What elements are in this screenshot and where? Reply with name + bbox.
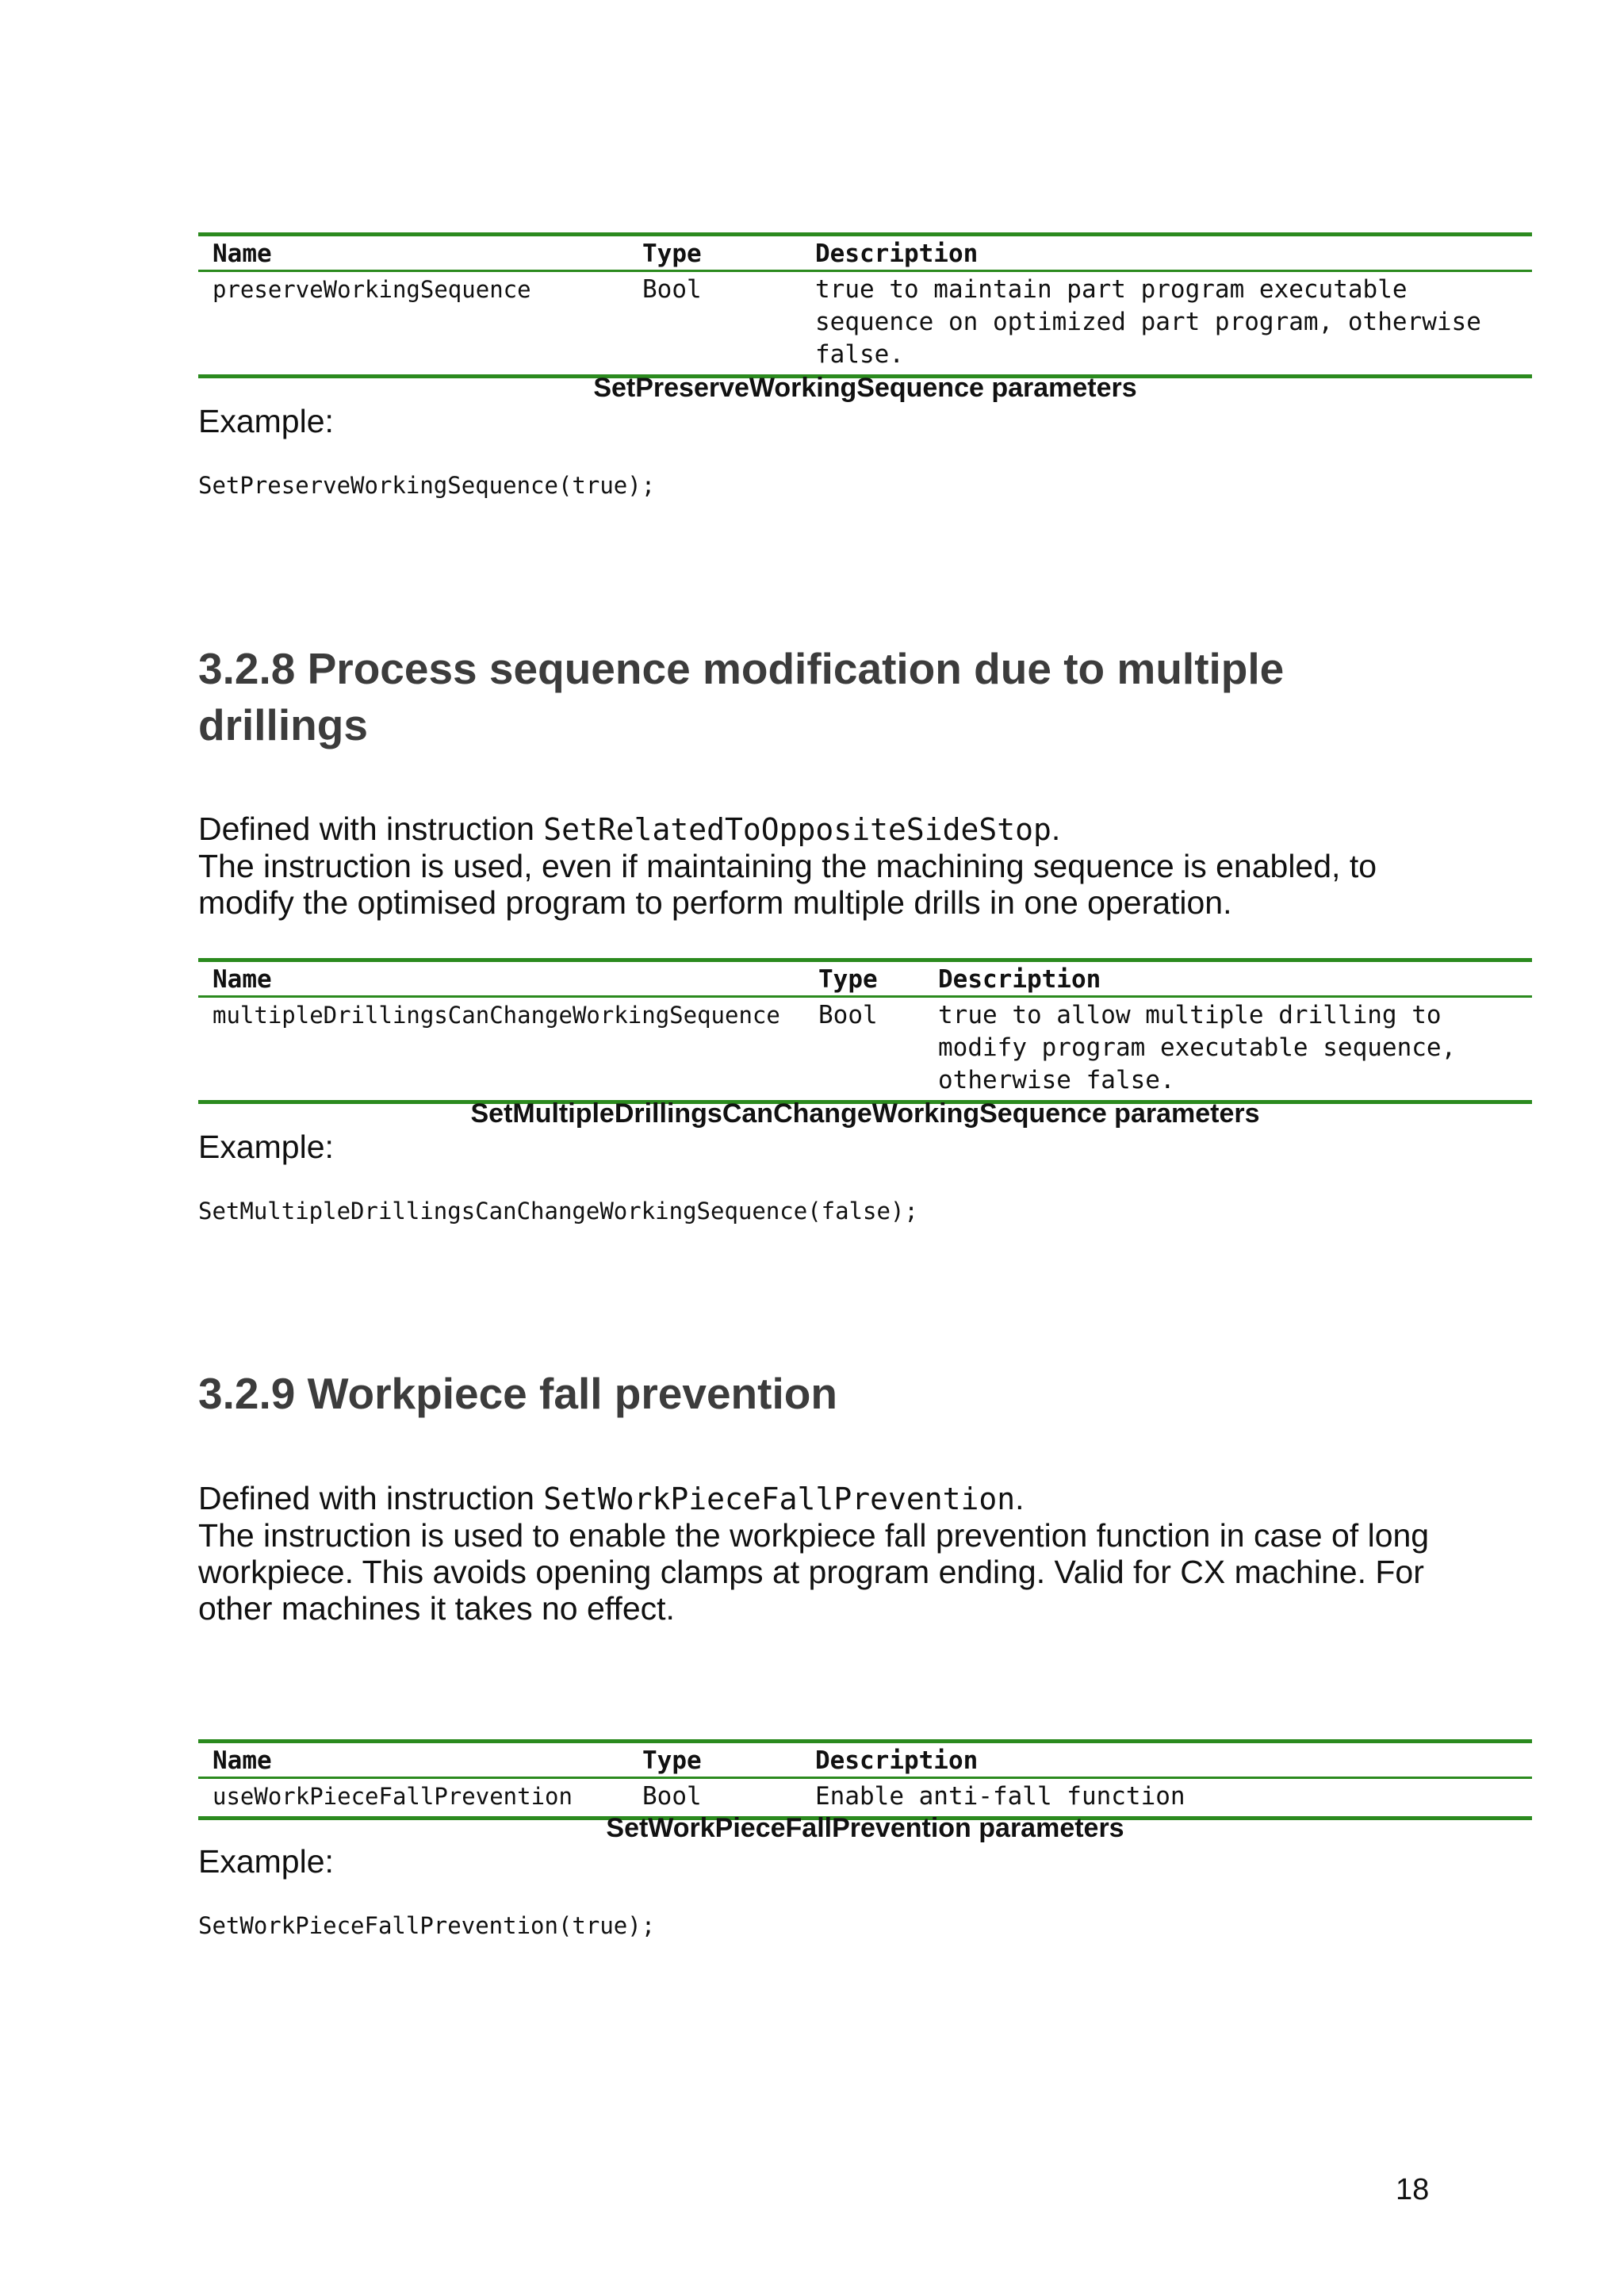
column-header-description: Description: [815, 1746, 979, 1775]
example-code: SetMultipleDrillingsCanChangeWorkingSequence(false);: [198, 1198, 918, 1225]
example-label: Example:: [198, 1843, 334, 1880]
column-header-type: Type: [642, 240, 702, 268]
table-header-row: [198, 960, 1532, 997]
section-heading-3-2-8: 3.2.8 Process sequence modification due to multiple drillings: [198, 644, 1285, 749]
param-name-cell: preserveWorkingSequence: [213, 276, 531, 303]
param-type-cell: Bool: [642, 275, 702, 304]
workpiece-fall-prevention-table: [198, 1739, 1532, 1820]
section-paragraph: [198, 1480, 1467, 1627]
preserve-working-sequence-table: [198, 232, 1532, 378]
paragraph-text: The instruction is used, even if maintaining the machining sequence is enabled, to modify the optimised program to perform multiple drills in one operation.: [198, 848, 1377, 921]
param-type-cell: Bool: [818, 1001, 878, 1029]
example-code: SetWorkPieceFallPrevention(true);: [198, 1912, 656, 1939]
paragraph-punctuation: .: [1015, 1480, 1025, 1516]
param-description-cell: true to maintain part program executable sequence on optimized part program, otherwise false.: [815, 275, 1481, 369]
example-label: Example:: [198, 1129, 334, 1165]
table-caption: SetMultipleDrillingsCanChangeWorkingSequence parameters: [470, 1098, 1260, 1129]
param-name-cell: useWorkPieceFallPrevention: [213, 1783, 573, 1810]
column-header-type: Type: [642, 1746, 702, 1775]
table-header-row: [198, 235, 1532, 271]
column-header-description: Description: [815, 240, 979, 268]
example-label: Example:: [198, 403, 334, 439]
page-number: 18: [1396, 2173, 1430, 2206]
instruction-name: SetRelatedToOppositeSideStop: [543, 812, 1051, 847]
paragraph-punctuation: .: [1051, 811, 1061, 847]
section-paragraph: [198, 811, 1467, 921]
param-type-cell: Bool: [642, 1782, 702, 1811]
table-row: [198, 997, 1532, 1102]
column-header-name: Name: [213, 965, 272, 994]
table-header-row: [198, 1742, 1532, 1778]
paragraph-text: The instruction is used to enable the workpiece fall prevention function in case of long workpiece. This avoids opening clamps at program ending. Valid for CX machine. For other machines it takes no effect.: [198, 1517, 1430, 1627]
multiple-drillings-table: [198, 958, 1532, 1104]
column-header-name: Name: [213, 1746, 272, 1775]
paragraph-text: Defined with instruction: [198, 811, 544, 847]
param-description-cell: true to allow multiple drilling to modify program executable sequence, otherwise false.: [938, 1001, 1457, 1094]
section-heading-3-2-9: 3.2.9 Workpiece fall prevention: [198, 1369, 837, 1418]
param-description-cell: Enable anti-fall function: [815, 1782, 1185, 1811]
column-header-name: Name: [213, 240, 272, 268]
column-header-type: Type: [818, 965, 878, 994]
table-row: [198, 271, 1532, 377]
example-code: SetPreserveWorkingSequence(true);: [198, 472, 656, 499]
paragraph-text: Defined with instruction: [198, 1480, 544, 1516]
table-caption: SetPreserveWorkingSequence parameters: [593, 373, 1137, 403]
instruction-name: SetWorkPieceFallPrevention: [543, 1481, 1016, 1516]
table-row: [198, 1778, 1532, 1819]
param-name-cell: multipleDrillingsCanChangeWorkingSequence: [213, 1002, 780, 1029]
column-header-description: Description: [938, 965, 1101, 994]
table-caption: SetWorkPieceFallPrevention parameters: [606, 1813, 1124, 1843]
